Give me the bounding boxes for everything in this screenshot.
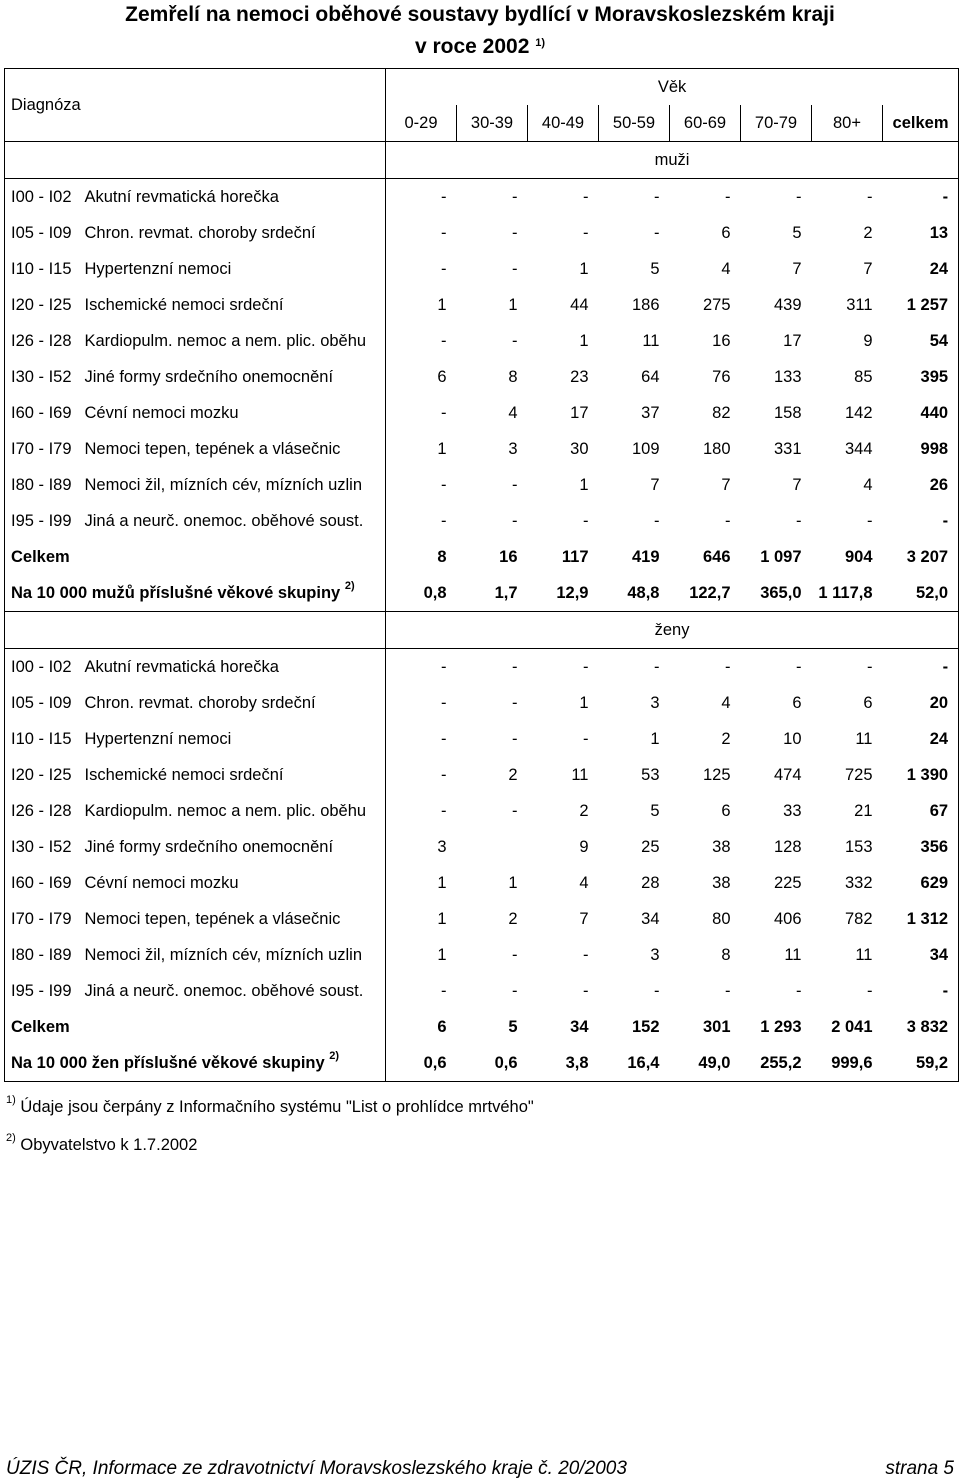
sex-label-spacer — [5, 612, 386, 649]
table-row — [5, 467, 959, 503]
age-value-cell: 34 — [641, 909, 660, 928]
age-value-cell: 44 — [570, 295, 589, 314]
age-value-cell: - — [441, 331, 447, 350]
footnote-2-text: Obyvatelstvo k 1.7.2002 — [20, 1136, 198, 1154]
diagnosis-name: Nemoci tepen, tepének a vlásečnic — [85, 431, 386, 467]
age-value-cell: 4 — [721, 259, 731, 278]
sum-value-cell: 1 097 — [760, 547, 802, 566]
age-value-cell: 158 — [773, 403, 802, 422]
diagnosis-name: Ischemické nemoci srdeční — [85, 287, 386, 323]
row-total-cell: 998 — [883, 431, 959, 467]
age-value-cell: 3 — [650, 693, 660, 712]
age-value-cell: - — [441, 511, 447, 530]
table-row — [5, 251, 959, 287]
age-value-cell: 332 — [844, 873, 873, 892]
age-value-cell: - — [441, 693, 447, 712]
sex-label-row — [5, 612, 959, 649]
diagnosis-code: I70 - I79 — [5, 901, 85, 937]
diagnosis-code: I20 - I25 — [5, 757, 85, 793]
age-value-cell: 28 — [641, 873, 660, 892]
rate-row — [5, 1045, 959, 1082]
age-value-cell: 11 — [855, 945, 873, 964]
age-group-header: 50-59 — [599, 105, 670, 142]
row-total-cell: 440 — [883, 395, 959, 431]
age-value-cell: - — [441, 475, 447, 494]
age-value-cell: 5 — [650, 801, 660, 820]
rate-label-cell — [5, 1045, 386, 1082]
men-section — [5, 142, 959, 612]
row-total-cell: 629 — [883, 865, 959, 901]
table-row — [5, 685, 959, 721]
sum-value-cell: 8 — [437, 547, 447, 566]
diagnosis-name: Nemoci tepen, tepének a vlásečnic — [85, 901, 386, 937]
age-value-cell: 23 — [570, 367, 589, 386]
age-value-cell: 782 — [844, 909, 873, 928]
rate-value-cell: 999,6 — [812, 1045, 883, 1082]
age-value-cell: - — [583, 729, 589, 748]
age-value-cell: 133 — [773, 367, 802, 386]
age-value-cell: 53 — [641, 765, 660, 784]
age-value-cell: - — [654, 223, 660, 242]
age-value-cell: - — [512, 475, 518, 494]
rate-value-cell: 49,0 — [670, 1045, 741, 1082]
diagnosis-code: I60 - I69 — [5, 865, 85, 901]
sum-value-cell: 904 — [844, 547, 873, 566]
diagnosis-code: I95 - I99 — [5, 503, 85, 539]
age-value-cell: - — [725, 981, 731, 1000]
age-value-cell: 11 — [642, 331, 660, 350]
age-value-cell: 474 — [773, 765, 802, 784]
table-row — [5, 323, 959, 359]
age-group-header: 40-49 — [528, 105, 599, 142]
sex-label-row — [5, 142, 959, 179]
sum-label: Celkem — [5, 1009, 386, 1045]
age-value-cell: - — [583, 511, 589, 530]
age-value-cell: 4 — [721, 693, 731, 712]
age-value-cell: 1 — [579, 331, 589, 350]
sum-value-cell: 117 — [561, 547, 589, 566]
diagnosis-name: Cévní nemoci mozku — [85, 865, 386, 901]
age-value-cell: - — [512, 331, 518, 350]
title-footnote-mark: 1) — [535, 37, 546, 49]
age-value-cell: 37 — [641, 403, 660, 422]
age-value-cell: 25 — [641, 837, 660, 856]
age-value-cell: 80 — [712, 909, 731, 928]
sum-total-cell: 3 207 — [883, 539, 959, 575]
age-value-cell: 7 — [792, 259, 802, 278]
rate-total-cell: 59,2 — [883, 1045, 959, 1082]
footnote-1-mark: 1) — [6, 1094, 16, 1106]
age-value-cell: 9 — [579, 837, 589, 856]
diagnosis-code: I26 - I28 — [5, 323, 85, 359]
age-value-cell: 2 — [721, 729, 731, 748]
diagnosis-code: I80 - I89 — [5, 937, 85, 973]
age-value-cell: 153 — [844, 837, 873, 856]
age-value-cell: 344 — [844, 439, 873, 458]
age-value-cell: - — [867, 511, 873, 530]
age-value-cell: 2 — [508, 909, 518, 928]
sum-value-cell: 5 — [508, 1017, 518, 1036]
sum-row — [5, 539, 959, 575]
age-value-cell: - — [796, 981, 802, 1000]
age-value-cell: 30 — [570, 439, 589, 458]
age-value-cell: 1 — [579, 259, 589, 278]
footnote-2-mark: 2) — [6, 1132, 16, 1144]
age-value-cell: - — [512, 223, 518, 242]
sum-row — [5, 1009, 959, 1045]
diagnosis-code: I05 - I09 — [5, 215, 85, 251]
age-value-cell: - — [583, 981, 589, 1000]
table-row — [5, 829, 959, 865]
age-value-cell: - — [725, 187, 731, 206]
age-value-cell — [457, 829, 528, 865]
diagnosis-code: I00 - I02 — [5, 179, 85, 216]
footnote-1-text: Údaje jsou čerpány z Informačního systému "List o prohlídce mrtvého" — [20, 1098, 534, 1116]
table-row — [5, 937, 959, 973]
diagnosis-code: I26 - I28 — [5, 793, 85, 829]
age-value-cell: 142 — [844, 403, 873, 422]
diagnosis-name: Cévní nemoci mozku — [85, 395, 386, 431]
footnote-1 — [6, 1094, 534, 1117]
age-value-cell: 7 — [792, 475, 802, 494]
age-group-header: 70-79 — [741, 105, 812, 142]
footnote-2 — [6, 1132, 198, 1155]
age-value-cell: 1 — [579, 693, 589, 712]
table-row — [5, 179, 959, 216]
age-value-cell: - — [441, 981, 447, 1000]
rate-value-cell: 48,8 — [599, 575, 670, 612]
diagnosis-name: Jiné formy srdečního onemocnění — [85, 829, 386, 865]
age-value-cell: - — [512, 511, 518, 530]
diagnosis-header: Diagnóza — [5, 69, 386, 142]
age-value-cell: 17 — [570, 403, 589, 422]
diagnosis-name: Jiná a neurč. onemoc. oběhové soust. — [85, 973, 386, 1009]
age-value-cell: 10 — [783, 729, 802, 748]
age-value-cell: 82 — [712, 403, 731, 422]
age-value-cell: 8 — [721, 945, 731, 964]
row-total-cell: 34 — [883, 937, 959, 973]
age-value-cell: - — [512, 657, 518, 676]
age-value-cell: 275 — [702, 295, 731, 314]
age-value-cell: 406 — [773, 909, 802, 928]
table-row — [5, 721, 959, 757]
age-value-cell: 125 — [702, 765, 731, 784]
age-value-cell: 33 — [783, 801, 802, 820]
age-value-cell: 6 — [721, 223, 731, 242]
diagnosis-code: I30 - I52 — [5, 829, 85, 865]
sex-label: muži — [386, 142, 959, 179]
age-value-cell: 17 — [783, 331, 802, 350]
sum-value-cell: 6 — [437, 1017, 447, 1036]
rate-footnote-mark: 2) — [344, 579, 355, 592]
rate-value-cell: 255,2 — [741, 1045, 812, 1082]
rate-value-cell: 0,6 — [386, 1045, 457, 1082]
row-total-cell: 26 — [883, 467, 959, 503]
rate-value-cell: 16,4 — [599, 1045, 670, 1082]
diagnosis-code: I05 - I09 — [5, 685, 85, 721]
age-value-cell: 186 — [631, 295, 660, 314]
age-value-cell: - — [654, 511, 660, 530]
age-value-cell: - — [583, 657, 589, 676]
page-subtitle — [0, 34, 960, 60]
rate-total-cell: 52,0 — [883, 575, 959, 612]
age-group-header: 80+ — [812, 105, 883, 142]
age-value-cell: - — [441, 223, 447, 242]
row-total-cell: 54 — [883, 323, 959, 359]
row-total-cell: 13 — [883, 215, 959, 251]
age-value-cell: 64 — [641, 367, 660, 386]
age-value-cell: 7 — [721, 475, 731, 494]
age-value-cell: 9 — [863, 331, 873, 350]
age-value-cell: - — [512, 187, 518, 206]
sum-value-cell: 1 293 — [760, 1017, 802, 1036]
age-value-cell: 5 — [792, 223, 802, 242]
row-total-cell: 1 390 — [883, 757, 959, 793]
age-value-cell: 38 — [712, 837, 731, 856]
age-value-cell: 2 — [579, 801, 589, 820]
row-total-cell: - — [883, 649, 959, 686]
diagnosis-name: Jiná a neurč. onemoc. oběhové soust. — [85, 503, 386, 539]
row-total-cell: - — [883, 973, 959, 1009]
sum-label: Celkem — [5, 539, 386, 575]
age-value-cell: 6 — [721, 801, 731, 820]
diagnosis-code: I10 - I15 — [5, 251, 85, 287]
age-value-cell: 1 — [579, 475, 589, 494]
mortality-table — [4, 68, 959, 1082]
age-value-cell: - — [441, 801, 447, 820]
age-value-cell: 38 — [712, 873, 731, 892]
row-total-cell: 20 — [883, 685, 959, 721]
age-value-cell: 21 — [854, 801, 873, 820]
table-row — [5, 287, 959, 323]
rate-value-cell: 0,6 — [457, 1045, 528, 1082]
row-total-cell: 67 — [883, 793, 959, 829]
sex-label-spacer — [5, 142, 386, 179]
rate-value-cell: 1,7 — [457, 575, 528, 612]
rate-label: Na 10 000 mužů příslušné věkové skupiny — [11, 583, 341, 602]
age-value-cell: 225 — [773, 873, 802, 892]
age-value-cell: - — [512, 729, 518, 748]
rate-value-cell: 3,8 — [528, 1045, 599, 1082]
rate-value-cell: 0,8 — [386, 575, 457, 612]
table-row — [5, 793, 959, 829]
diagnosis-code: I60 - I69 — [5, 395, 85, 431]
sum-value-cell: 34 — [570, 1017, 589, 1036]
diagnosis-name: Chron. revmat. choroby srdeční — [85, 685, 386, 721]
age-value-cell: 331 — [773, 439, 802, 458]
age-value-cell: 7 — [650, 475, 660, 494]
age-value-cell: - — [512, 259, 518, 278]
sum-total-cell: 3 832 — [883, 1009, 959, 1045]
age-value-cell: - — [867, 187, 873, 206]
age-value-cell: 2 — [508, 765, 518, 784]
table-row — [5, 973, 959, 1009]
diagnosis-name: Akutní revmatická horečka — [85, 179, 386, 216]
age-value-cell: 128 — [773, 837, 802, 856]
rate-footnote-mark: 2) — [329, 1049, 340, 1062]
diagnosis-code: I00 - I02 — [5, 649, 85, 686]
diagnosis-name: Kardiopulm. nemoc a nem. plic. oběhu — [85, 323, 386, 359]
diagnosis-name: Akutní revmatická horečka — [85, 649, 386, 686]
age-value-cell: 6 — [863, 693, 873, 712]
sum-value-cell: 152 — [631, 1017, 660, 1036]
table-row — [5, 395, 959, 431]
age-value-cell: 4 — [508, 403, 518, 422]
age-value-cell: - — [583, 223, 589, 242]
age-value-cell: - — [441, 729, 447, 748]
age-value-cell: - — [796, 187, 802, 206]
row-total-cell: 395 — [883, 359, 959, 395]
sum-value-cell: 2 041 — [831, 1017, 873, 1036]
age-value-cell: 2 — [863, 223, 873, 242]
table-row — [5, 901, 959, 937]
age-value-cell: - — [441, 187, 447, 206]
rate-value-cell: 365,0 — [741, 575, 812, 612]
age-value-cell: 7 — [863, 259, 873, 278]
row-total-cell: 1 257 — [883, 287, 959, 323]
page-footer — [6, 1458, 954, 1480]
age-value-cell: - — [512, 945, 518, 964]
age-value-cell: - — [441, 403, 447, 422]
sex-label: ženy — [386, 612, 959, 649]
age-value-cell: - — [512, 981, 518, 1000]
diagnosis-name: Nemoci žil, mízních cév, mízních uzlin — [85, 467, 386, 503]
age-value-cell: - — [867, 981, 873, 1000]
age-value-cell: 311 — [846, 295, 873, 314]
row-total-cell: - — [883, 503, 959, 539]
women-section — [5, 612, 959, 1082]
age-value-cell: - — [725, 511, 731, 530]
age-value-cell: - — [725, 657, 731, 676]
row-total-cell: 1 312 — [883, 901, 959, 937]
age-value-cell: 6 — [792, 693, 802, 712]
age-value-cell: 3 — [650, 945, 660, 964]
footer-source: ÚZIS ČR, Informace ze zdravotnictví Moravskoslezského kraje č. 20/2003 — [6, 1458, 627, 1479]
age-value-cell: 8 — [508, 367, 518, 386]
age-value-cell: 109 — [631, 439, 660, 458]
age-value-cell: 180 — [702, 439, 731, 458]
age-value-cell: 7 — [579, 909, 589, 928]
age-value-cell: 1 — [650, 729, 660, 748]
age-value-cell: 6 — [437, 367, 447, 386]
age-value-cell: - — [441, 765, 447, 784]
age-value-cell: 11 — [784, 945, 802, 964]
age-value-cell: 1 — [437, 439, 447, 458]
row-total-cell: 24 — [883, 721, 959, 757]
age-value-cell: - — [583, 945, 589, 964]
diagnosis-name: Hypertenzní nemoci — [85, 251, 386, 287]
age-value-cell: 1 — [437, 909, 447, 928]
table-row — [5, 503, 959, 539]
diagnosis-code: I80 - I89 — [5, 467, 85, 503]
age-value-cell: 5 — [650, 259, 660, 278]
age-value-cell: - — [583, 187, 589, 206]
sum-value-cell: 646 — [702, 547, 731, 566]
age-group-header: 0-29 — [386, 105, 457, 142]
table-row — [5, 757, 959, 793]
age-value-cell: 76 — [712, 367, 731, 386]
rate-value-cell: 122,7 — [670, 575, 741, 612]
diagnosis-name: Chron. revmat. choroby srdeční — [85, 215, 386, 251]
rate-value-cell: 12,9 — [528, 575, 599, 612]
table-row — [5, 865, 959, 901]
diagnosis-code: I30 - I52 — [5, 359, 85, 395]
age-value-cell: 439 — [773, 295, 802, 314]
rate-row — [5, 575, 959, 612]
diagnosis-code: I20 - I25 — [5, 287, 85, 323]
title-year: v roce 2002 — [414, 35, 530, 58]
age-value-cell: - — [441, 657, 447, 676]
table-row — [5, 215, 959, 251]
diagnosis-name: Nemoci žil, mízních cév, mízních uzlin — [85, 937, 386, 973]
diagnosis-name: Hypertenzní nemoci — [85, 721, 386, 757]
age-value-cell: 725 — [844, 765, 873, 784]
total-header: celkem — [883, 105, 959, 142]
table-row — [5, 359, 959, 395]
age-group-header: 60-69 — [670, 105, 741, 142]
age-value-cell: - — [441, 259, 447, 278]
sum-value-cell: 419 — [631, 547, 660, 566]
age-value-cell: - — [512, 801, 518, 820]
row-total-cell: 24 — [883, 251, 959, 287]
diagnosis-name: Ischemické nemoci srdeční — [85, 757, 386, 793]
age-value-cell: - — [796, 511, 802, 530]
rate-label-cell — [5, 575, 386, 612]
age-value-cell: - — [654, 187, 660, 206]
diagnosis-code: I70 - I79 — [5, 431, 85, 467]
age-value-cell: 1 — [508, 873, 518, 892]
age-value-cell: 11 — [571, 765, 589, 784]
row-total-cell: 356 — [883, 829, 959, 865]
age-value-cell: - — [867, 657, 873, 676]
age-value-cell: 16 — [712, 331, 731, 350]
diagnosis-code: I95 - I99 — [5, 973, 85, 1009]
age-value-cell: 4 — [863, 475, 873, 494]
diagnosis-name: Jiné formy srdečního onemocnění — [85, 359, 386, 395]
age-value-cell: - — [654, 657, 660, 676]
age-value-cell: - — [654, 981, 660, 1000]
age-value-cell: - — [796, 657, 802, 676]
age-value-cell: 85 — [854, 367, 873, 386]
age-group-header: 30-39 — [457, 105, 528, 142]
table-row — [5, 649, 959, 686]
age-value-cell: 4 — [579, 873, 589, 892]
age-header: Věk — [386, 69, 959, 106]
sum-value-cell: 16 — [499, 547, 518, 566]
rate-value-cell: 1 117,8 — [812, 575, 883, 612]
age-value-cell: 1 — [437, 295, 447, 314]
footer-page-number: strana 5 — [885, 1458, 954, 1479]
row-total-cell: - — [883, 179, 959, 216]
age-value-cell: 3 — [437, 837, 447, 856]
sum-value-cell: 301 — [702, 1017, 731, 1036]
table-row — [5, 431, 959, 467]
age-value-cell: 1 — [508, 295, 518, 314]
diagnosis-code: I10 - I15 — [5, 721, 85, 757]
age-value-cell: 11 — [855, 729, 873, 748]
age-value-cell: 1 — [437, 873, 447, 892]
age-value-cell: 1 — [437, 945, 447, 964]
age-value-cell: 3 — [508, 439, 518, 458]
rate-label: Na 10 000 žen příslušné věkové skupiny — [11, 1053, 325, 1072]
age-value-cell: - — [512, 693, 518, 712]
diagnosis-name: Kardiopulm. nemoc a nem. plic. oběhu — [85, 793, 386, 829]
page-title: Zemřelí na nemoci oběhové soustavy bydlící v Moravskoslezském kraji — [125, 3, 835, 26]
